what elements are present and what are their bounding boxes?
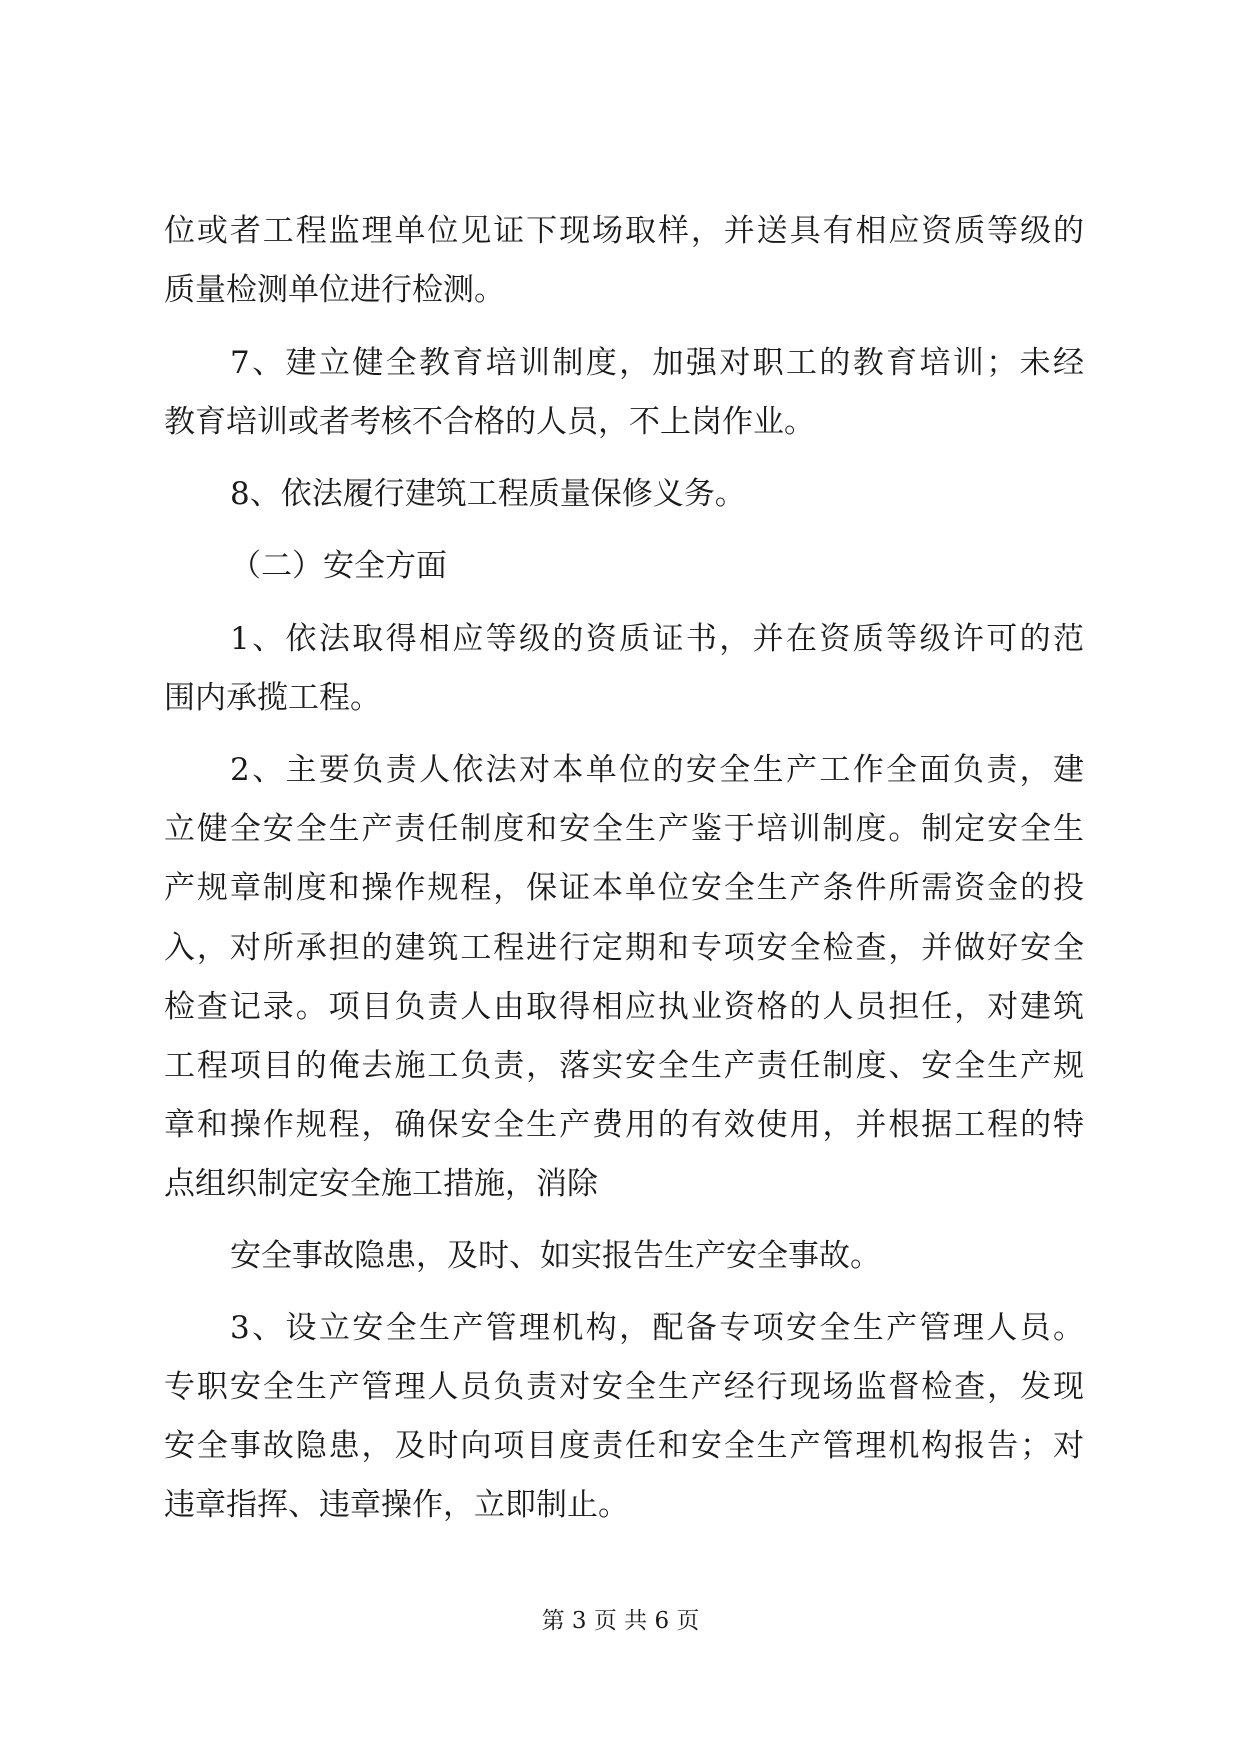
body-line-21: 违章指挥、违章操作，立即制止。 bbox=[164, 1487, 629, 1523]
body-line-5: 8、依法履行建筑工程质量保修义务。 bbox=[230, 476, 746, 512]
body-line-16: 点组织制定安全施工措施，消除 bbox=[164, 1166, 598, 1202]
body-line-2: 质量检测单位进行检测。 bbox=[164, 272, 505, 308]
body-line-19: 专职安全生产管理人员负责对安全生产经行现场监督检查，发现 bbox=[164, 1369, 1084, 1405]
body-line-20: 安全事故隐患，及时向项目度责任和安全生产管理机构报告；对 bbox=[164, 1428, 1084, 1464]
body-line-14: 工程项目的俺去施工负责，落实安全生产责任制度、安全生产规 bbox=[164, 1048, 1084, 1084]
body-line-10: 立健全安全生产责任制度和安全生产鉴于培训制度。制定安全生 bbox=[164, 811, 1084, 847]
section-heading: （二）安全方面 bbox=[230, 548, 447, 584]
body-line-3: 7、建立健全教育培训制度，加强对职工的教育培训；未经 bbox=[230, 345, 1084, 381]
body-line-8: 围内承揽工程。 bbox=[164, 680, 381, 716]
body-line-11: 产规章制度和操作规程，保证本单位安全生产条件所需资金的投 bbox=[164, 870, 1084, 906]
body-line-18: 3、设立安全生产管理机构，配备专项安全生产管理人员。 bbox=[230, 1310, 1084, 1346]
body-line-4: 教育培训或者考核不合格的人员，不上岗作业。 bbox=[164, 404, 815, 440]
body-line-13: 检查记录。项目负责人由取得相应执业资格的人员担任，对建筑 bbox=[164, 989, 1084, 1025]
body-line-9: 2、主要负责人依法对本单位的安全生产工作全面负责，建 bbox=[230, 752, 1084, 788]
body-line-1: 位或者工程监理单位见证下现场取样，并送具有相应资质等级的 bbox=[164, 213, 1084, 249]
body-line-17: 安全事故隐患，及时、如实报告生产安全事故。 bbox=[230, 1238, 881, 1274]
page-number-footer: 第 3 页 共 6 页 bbox=[541, 1608, 700, 1634]
body-line-12: 入，对所承担的建筑工程进行定期和专项安全检查，并做好安全 bbox=[164, 930, 1084, 966]
body-line-7: 1、依法取得相应等级的资质证书，并在资质等级许可的范 bbox=[230, 621, 1084, 657]
body-line-15: 章和操作规程，确保安全生产费用的有效使用，并根据工程的特 bbox=[164, 1107, 1084, 1143]
